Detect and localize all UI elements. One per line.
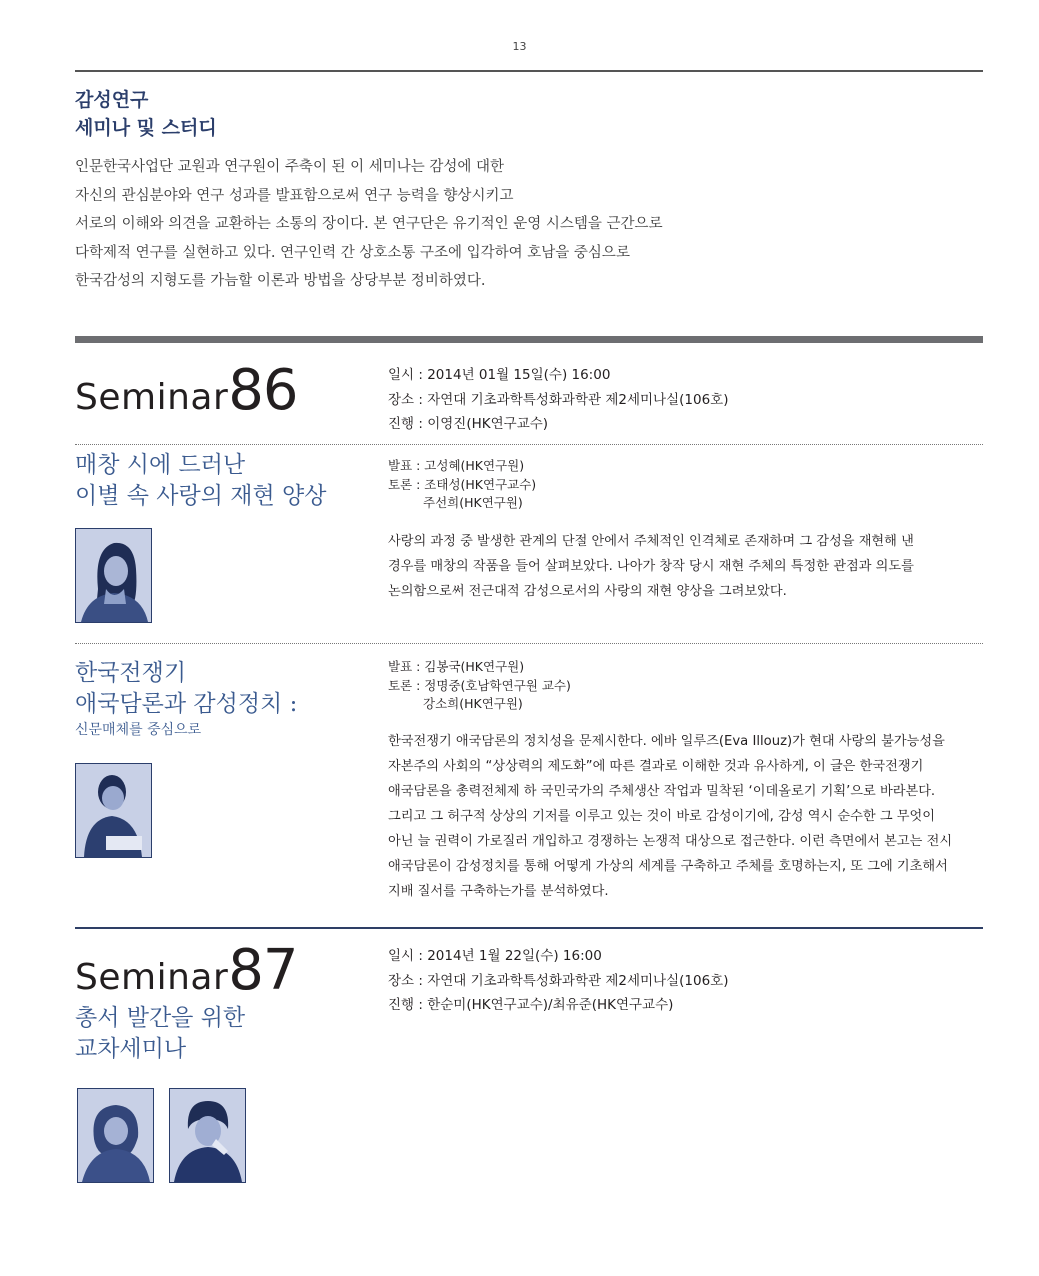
header-rule xyxy=(75,70,983,72)
abstract-line: 애국담론이 감성정치를 통해 어떻게 가상의 세계를 구축하고 주체를 호명하는지, 또 그에 기초해서 xyxy=(388,859,948,874)
abstract-line: 그리고 그 허구적 상상의 기저를 이루고 있는 것이 바로 감성이기에, 감성 역시 순수한 그 무엇이 xyxy=(388,809,935,824)
intro-line: 인문한국사업단 교원과 연구원이 주축이 된 이 세미나는 감성에 대한 xyxy=(75,159,505,175)
seminar86-label: Seminar xyxy=(75,377,229,418)
section-divider xyxy=(75,336,983,343)
talk1-discussant: 토론 : 조태성(HK연구교수) xyxy=(388,476,537,492)
seminar87-host: 진행 : 한순미(HK연구교수)/최유준(HK연구교수) xyxy=(388,997,674,1013)
seminar87-title xyxy=(75,1003,245,1065)
seminar87-date: 일시 : 2014년 1월 22일(수) 16:00 xyxy=(388,948,602,964)
presenter-photo xyxy=(75,528,152,623)
abstract-line: 경우를 매창의 작품을 들어 살펴보았다. 나아가 창작 당시 재현 주체의 특정한 관점과 의도를 xyxy=(388,559,914,574)
seminar86-host: 진행 : 이영진(HK연구교수) xyxy=(388,416,549,432)
section-title-line2: 세미나 및 스터디 xyxy=(75,117,217,139)
seminar86-date: 일시 : 2014년 01월 15일(수) 16:00 xyxy=(388,367,611,383)
talk2-discussant: 강소희(HK연구원) xyxy=(423,696,523,711)
intro-line: 서로의 이해와 의견을 교환하는 소통의 장이다. 본 연구단은 유기적인 운영 시스템을 근간으로 xyxy=(75,216,663,232)
seminar86-place: 장소 : 자연대 기초과학특성화과학관 제2세미나실(106호) xyxy=(388,391,729,408)
talk2-title-line2: 애국담론과 감성정치 : xyxy=(75,691,298,717)
presenter-photo xyxy=(75,763,152,858)
talk2-discussant: 토론 : 정명중(호남학연구원 교수) xyxy=(388,677,571,693)
talk1-discussant: 주선희(HK연구원) xyxy=(423,495,523,510)
section-title xyxy=(75,86,217,142)
seminar86-heading xyxy=(75,358,298,423)
abstract-line: 사랑의 과정 중 발생한 관계의 단절 안에서 주체적인 인격체로 존재하며 그 감성을 재현해 낸 xyxy=(388,534,914,549)
abstract-line: 지배 질서를 구축하는가를 분석하였다. xyxy=(388,884,609,899)
talk2-people xyxy=(388,658,571,714)
dotted-divider xyxy=(75,643,983,644)
section-title-line1: 감성연구 xyxy=(75,89,149,111)
talk1-title xyxy=(75,450,326,512)
talk2-title-line1: 한국전쟁기 xyxy=(75,660,187,686)
talk2-abstract xyxy=(388,729,952,904)
abstract-line: 논의함으로써 전근대적 감성으로서의 사랑의 재현 양상을 그려보았다. xyxy=(388,584,787,599)
intro-line: 한국감성의 지형도를 가늠할 이론과 방법을 상당부분 정비하였다. xyxy=(75,273,486,289)
presenter-photo xyxy=(77,1088,154,1183)
talk2-presenter: 발표 : 김봉국(HK연구원) xyxy=(388,659,525,674)
dotted-divider xyxy=(75,444,983,445)
abstract-line: 자본주의 사회의 “상상력의 제도화”에 따른 결과로 이해한 것과 유사하게, 이 글은 한국전쟁기 xyxy=(388,759,924,774)
talk1-presenter: 발표 : 고성혜(HK연구원) xyxy=(388,458,525,473)
section-intro xyxy=(75,153,663,296)
abstract-line: 한국전쟁기 애국담론의 정치성을 문제시한다. 에바 일루즈(Eva Illouz)가 현대 사랑의 불가능성을 xyxy=(388,734,945,749)
talk1-title-line1: 매창 시에 드러난 xyxy=(75,452,246,478)
seminar87-number: 87 xyxy=(228,938,298,1003)
page-number: 13 xyxy=(512,40,527,53)
abstract-line: 애국담론을 총력전체제 하 국민국가의 주체생산 작업과 밀착된 ‘이데올로기 기획’으로 바라본다. xyxy=(388,784,936,799)
talk2-subtitle: 신문매체를 중심으로 xyxy=(75,722,202,738)
seminar86-number: 86 xyxy=(228,358,298,423)
seminar-divider xyxy=(75,927,983,929)
intro-line: 다학제적 연구를 실현하고 있다. 연구인력 간 상호소통 구조에 입각하여 호남을 중심으로 xyxy=(75,244,630,261)
seminar87-heading xyxy=(75,938,298,1003)
seminar87-label: Seminar xyxy=(75,957,229,998)
seminar87-title-line2: 교차세미나 xyxy=(75,1036,187,1062)
intro-line: 자신의 관심분야와 연구 성과를 발표함으로써 연구 능력을 향상시키고 xyxy=(75,187,514,204)
seminar87-title-line1: 총서 발간을 위한 xyxy=(75,1005,246,1031)
presenter-photo xyxy=(169,1088,246,1183)
abstract-line: 아닌 늘 권력이 가로질러 개입하고 경쟁하는 논쟁적 대상으로 접근한다. 이런 측면에서 본고는 전시 xyxy=(388,834,953,849)
talk1-people xyxy=(388,457,536,513)
seminar87-place: 장소 : 자연대 기초과학특성화과학관 제2세미나실(106호) xyxy=(388,972,729,989)
seminar86-info xyxy=(388,363,728,437)
talk2-title xyxy=(75,658,297,720)
seminar87-info xyxy=(388,944,728,1018)
talk1-title-line2: 이별 속 사랑의 재현 양상 xyxy=(75,483,327,509)
talk1-abstract xyxy=(388,529,914,604)
